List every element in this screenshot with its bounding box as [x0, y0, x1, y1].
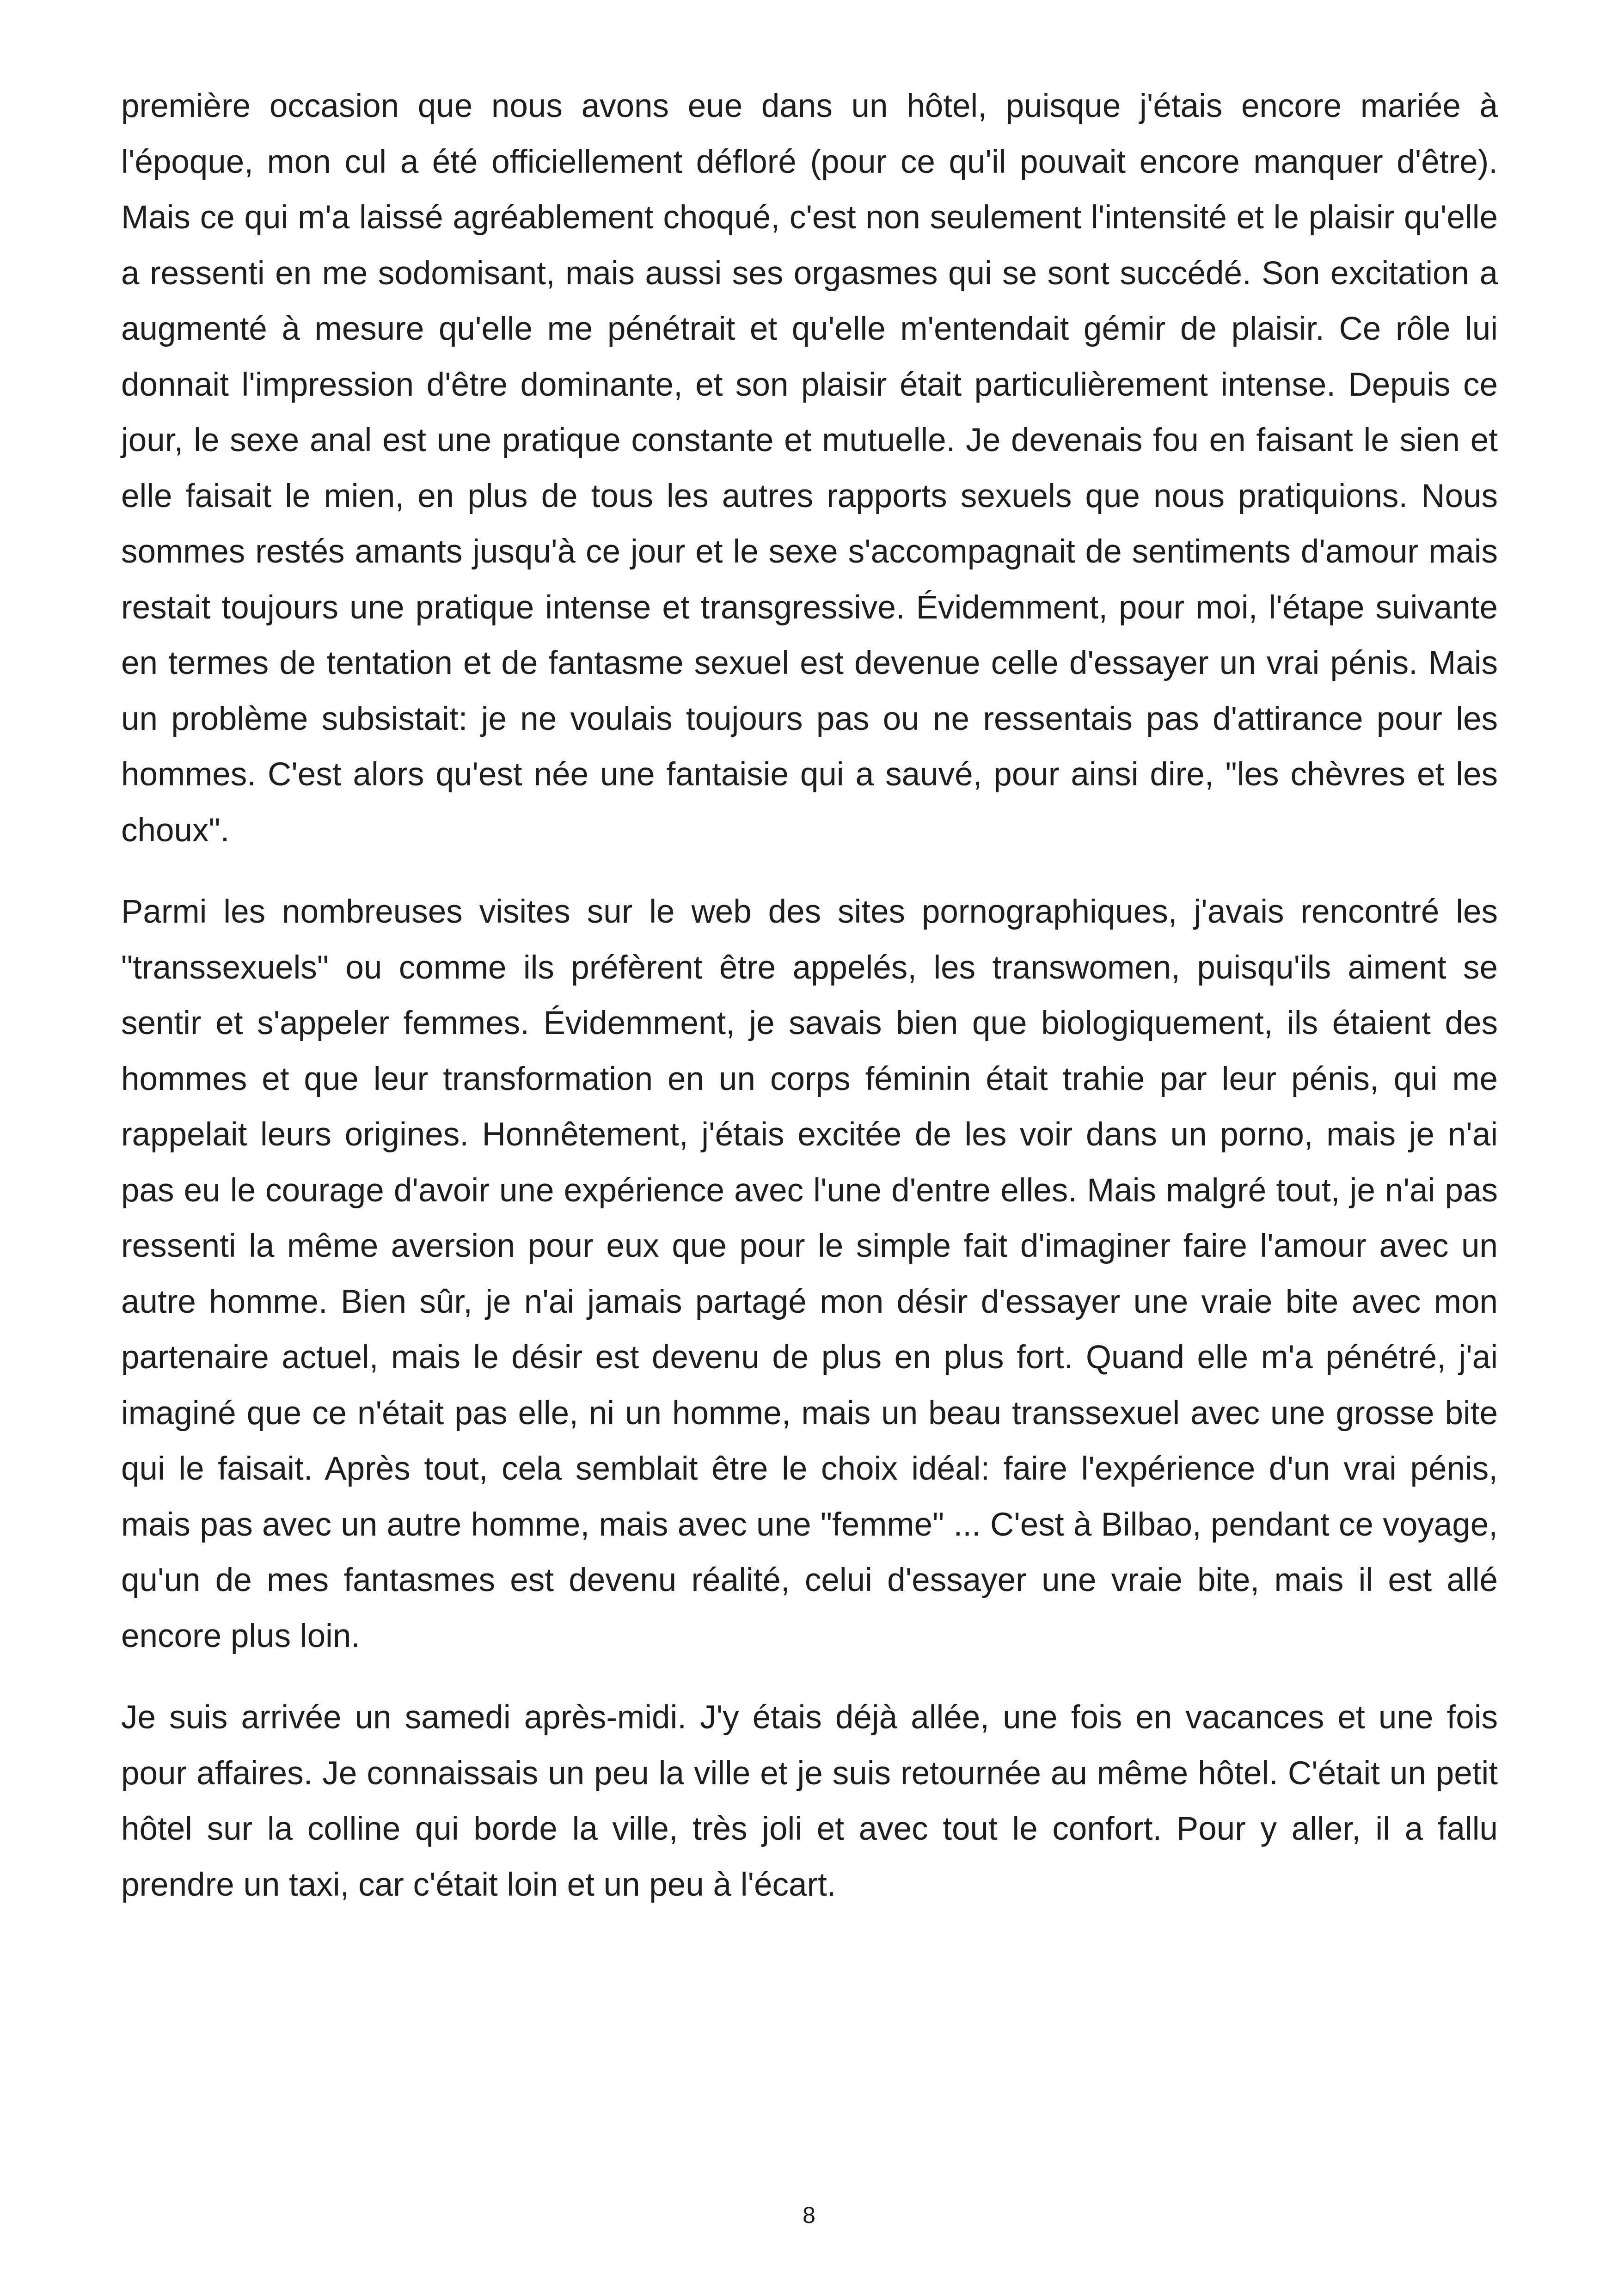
paragraph-2: Parmi les nombreuses visites sur le web des sites pornographiques, j'avais rencontré les "transsexuels" ou comme ils préfèrent être appelés, les transwomen, puisqu'ils aiment se sentir et s'appeler femmes. Évidemment, je savais bien que biologiquement, ils étaient des hommes et que leur transformation en un corps féminin était trahie par leur pénis, qui me rappelait leurs origines. Honnêtement, j'étais excitée de les voir dans un porno, mais je n'ai pas eu le courage d'avoir une expérience avec l'une d'entre elles. Mais malgré tout, je n'ai pas ressenti la même aversion pour eux que pour le simple fait d'imaginer faire l'amour avec un autre homme. Bien sûr, je n'ai jamais partagé mon désir d'essayer une vraie bite avec mon partenaire actuel, mais le désir est devenu de plus en plus fort. Quand elle m'a pénétré, j'ai imaginé que ce n'était pas elle, ni un homme, mais un beau transsexuel avec une grosse bite qui le faisait. Après tout, cela semblait être le choix idéal: faire l'expérience d'un vrai pénis, mais pas avec un autre homme, mais avec une "femme" ... C'est à Bilbao, pendant ce voyage, qu'un de mes fantasmes est devenu réalité, celui d'essayer une vraie bite, mais il est allé encore plus loin.	[121, 894, 1498, 1654]
page-number: 8	[803, 2202, 815, 2228]
paragraph-3: Je suis arrivée un samedi après-midi. J'y étais déjà allée, une fois en vacances et une fois pour affaires. Je connaissais un peu la ville et je suis retournée au même hôtel. C'était un petit hôtel sur la colline qui borde la ville, très joli et avec tout le confort. Pour y aller, il a fallu prendre un taxi, car c'était loin et un peu à l'écart.	[121, 1699, 1498, 1903]
paragraph-1: première occasion que nous avons eue dans un hôtel, puisque j'étais encore mariée à l'époque, mon cul a été officiellement défloré (pour ce qu'il pouvait encore manquer d'être). Mais ce qui m'a laissé agréablement choqué, c'est non seulement l'intensité et le plaisir qu'elle a ressenti en me sodomisant, mais aussi ses orgasmes qui se sont succédé. Son excitation a augmenté à mesure qu'elle me pénétrait et qu'elle m'entendait gémir de plaisir. Ce rôle lui donnait l'impression d'être dominante, et son plaisir était particulièrement intense. Depuis ce jour, le sexe anal est une pratique constante et mutuelle. Je devenais fou en faisant le sien et elle faisait le mien, en plus de tous les autres rapports sexuels que nous pratiquions. Nous sommes restés amants jusqu'à ce jour et le sexe s'accompagnait de sentiments d'amour mais restait toujours une pratique intense et transgressive. Évidemment, pour moi, l'étape suivante en termes de tentation et de fantasme sexuel est devenue celle d'essayer un vrai pénis. Mais un problème subsistait: je ne voulais toujours pas ou ne ressentais pas d'attirance pour les hommes. C'est alors qu'est née une fantaisie qui a sauvé, pour ainsi dire, "les chèvres et les choux".	[121, 88, 1498, 849]
document-page	[121, 79, 1498, 1939]
